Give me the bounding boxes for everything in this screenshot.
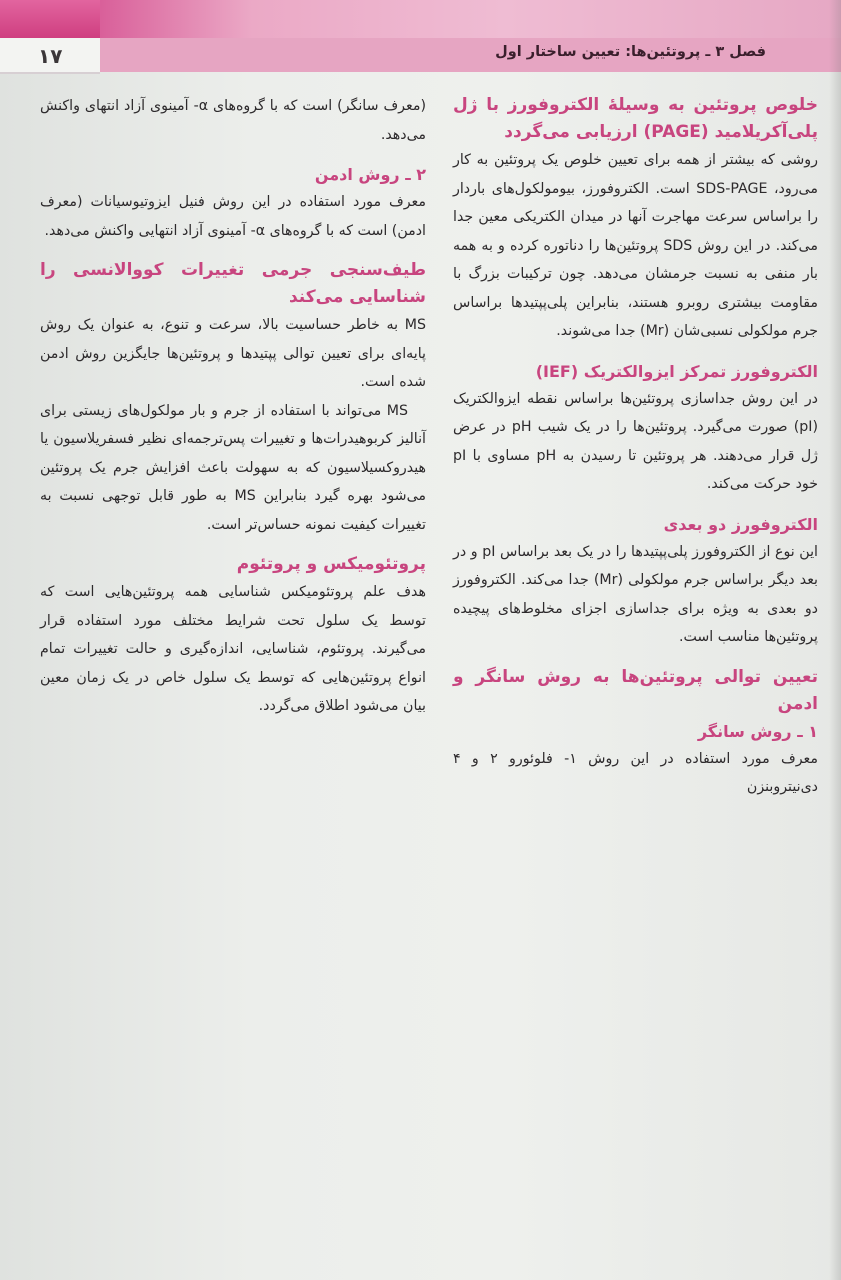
- section-body-ms-2: MS می‌تواند با استفاده از جرم و بار مولکول‌های زیستی برای آنالیز کربوهیدرات‌ها و تغییرات پس‌ترجمه‌ای نظیر فسفریلاسیون یا هیدروکسیلاسیون که به سهولت باعث افزایش جرم یک پروتئین می‌شود بهره گیرد بنابراین MS به طور قابل توجهی نسبت به تغییرات کیفیت نمونه حساس‌تر است.: [40, 402, 426, 533]
- section-body-page: روشی که بیشتر از همه برای تعیین خلوص یک پروتئین به کار می‌رود، SDS-PAGE است. الکتروفورز، بیومولکول‌های باردار را براساس سرعت مهاجرت آنها در میدان الکتریکی معین جدا می‌کند. در این روش SDS پروتئین‌ها را دناتوره کرده و به همه بار منفی به نسبت جرمشان می‌دهد. چون ترکیبات بزرگ با مقاومت بیشتری روبرو هستند، بنابراین پلی‌پپتیدها براساس جرم مولکولی نسبی‌شان (Mr) جدا می‌شوند.: [453, 152, 818, 339]
- section-title-2d: الکتروفورز دو بعدی: [663, 514, 818, 534]
- subsection-title-sanger: ۱ ـ روش سانگر: [697, 721, 818, 741]
- chapter-title: فصل ۳ ـ پروتئین‌ها: تعیین ساختار اول: [495, 44, 766, 60]
- right-column: [453, 92, 818, 802]
- section-title-sequencing: تعیین توالی پروتئین‌ها به روش سانگر و ادمن: [453, 666, 818, 714]
- subsection-body-edman: معرف مورد استفاده در این روش فنیل ایزوتیوسیانات (معرف ادمن) است که با گروه‌های α- آمینوی آزاد انتهایی واکنش می‌دهد.: [40, 194, 426, 239]
- sanger-continuation: (معرف سانگر) است که با گروه‌های α- آمینوی آزاد انتهای واکنش می‌دهد.: [40, 98, 426, 143]
- section-body-2d: این نوع از الکتروفورز پلی‌پپتیدها را در یک بعد براساس pI و در بعد دیگر براساس جرم مولکولی (Mr) جدا می‌کند. الکتروفورز دو بعدی به ویژه برای جداسازی اجزای مخلوط‌های پیچیده پروتئین‌ها مناسب است.: [453, 543, 818, 645]
- top-color-band: [0, 0, 841, 38]
- section-body-ief: در این روش جداسازی پروتئین‌ها براساس نقطه ایزوالکتریک (pI) صورت می‌گیرد. پروتئین‌ها را در یک شیب pH در عرض ژل قرار می‌دهند. هر پروتئین تا رسیدن به pH مساوی با pI خود حرکت می‌کند.: [453, 390, 819, 492]
- section-body-ms-1: MS به خاطر حساسیت بالا، سرعت و تنوع، به عنوان یک روش پایه‌ای برای تعیین توالی پپتیدها و پروتئین‌ها جایگزین روش ادمن شده است.: [40, 317, 426, 390]
- page-edge-shadow: [829, 0, 841, 1280]
- subsection-body-sanger: معرف مورد استفاده در این روش ۱- فلوئورو ۲ و ۴ دی‌نیتروبنزن: [453, 750, 818, 795]
- section-title-page: خلوص پروتئین به وسیلۀ الکتروفورز با ژل پلی‌آکریلامید (PAGE) ارزیابی می‌گردد: [453, 95, 818, 142]
- page-number: ۱۷: [38, 44, 63, 68]
- corner-tab: [0, 0, 100, 38]
- section-title-ief: الکتروفورز تمرکز ایزوالکتریک (IEF): [535, 361, 818, 381]
- section-title-proteomics: پروتئومیکس و پروتئوم: [236, 554, 426, 574]
- section-title-ms: طیف‌سنجی جرمی تغییرات کووالانسی را شناسایی می‌کند: [40, 260, 426, 307]
- left-column: [40, 92, 426, 721]
- subsection-title-edman: ۲ ـ روش ادمن: [314, 165, 426, 184]
- section-body-proteomics: هدف علم پروتئومیکس شناسایی همه پروتئین‌هایی است که توسط یک سلول تحت شرایط مختلف مورد استفاده قرار می‌گیرند. پروتئوم، شناسایی، اندازه‌گیری و حالت تغییرات تمام انواع پروتئین‌هایی که توسط یک سلول خاص در یک زمان معین بیان می‌شود اطلاق می‌گردد.: [40, 584, 426, 714]
